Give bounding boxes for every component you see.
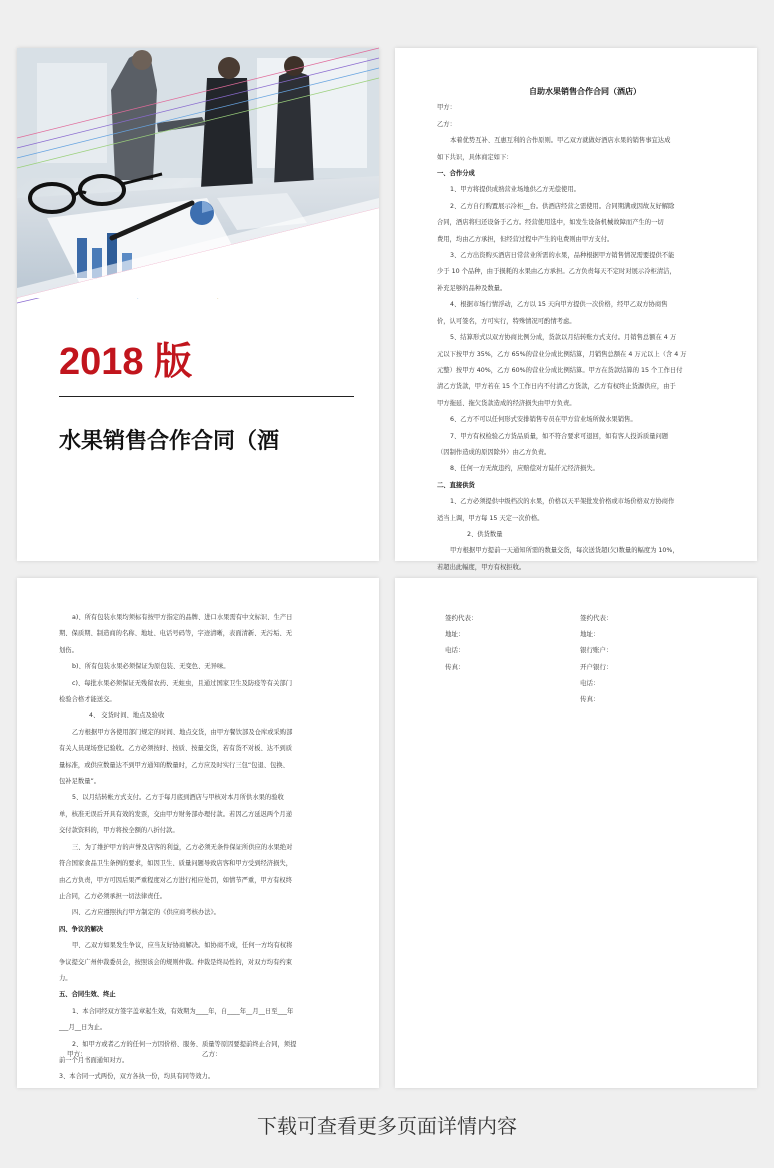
clause-line: 三、为了维护甲方的声誉及店客的利益，乙方必须无条件保证所供应的水果绝对 xyxy=(72,843,293,851)
clause-line: 1、甲方将提供成熟营业场地供乙方无偿使用。 xyxy=(450,186,580,194)
clause-line: 力。 xyxy=(59,974,72,982)
clause-line: 补充足够的品种及数量。 xyxy=(437,284,507,292)
clause-line: 若超出此幅度，甲方有权拒收。 xyxy=(437,563,526,571)
clause-line: 合同，酒店将归还设备于乙方。经营使用选中，如发生设备机械故障而产生的一切 xyxy=(437,219,664,227)
clause-line: 2、如甲方或者乙方的任何一方因价格、服务、质量等原因要提前终止合同，须提 xyxy=(72,1040,297,1048)
party-b-fax: 传真： xyxy=(580,695,600,704)
clause-line: 清乙方货款，甲方若在 15 个工作日内不付清乙方货款，乙方有权终止货源供应，由于 xyxy=(437,383,676,391)
cover-divider xyxy=(59,396,354,397)
contract-page-2 xyxy=(17,578,379,1088)
clause-line: 5、结算形式以双方协商比例分成，货款以月结转账方式支付。月销售总额在 4 万 xyxy=(450,334,677,342)
party-b-bank: 开户银行： xyxy=(580,662,613,671)
clause-line: 乙方根据甲方各使用部门规定的时间、地点交货，由甲方餐饮部及仓库或采购部 xyxy=(72,728,293,736)
clause-line: 期、保质期、制造商的名称、地址、电话号码等，字迹清晰，表面清新、无污垢、无 xyxy=(59,630,292,638)
party-a-rep: 签约代表： xyxy=(445,614,478,622)
party-a-address: 地址： xyxy=(445,630,465,639)
download-more-prompt[interactable]: 下载可查看更多页面详情内容 xyxy=(257,1114,517,1138)
clause-line: 由乙方负责，甲方可因后果严重程度对乙方进行相应处罚，如情节严重，甲方有权终 xyxy=(59,876,292,884)
clause-line: 单，核准无误后开具有效的发票，交由甲方财务部办理付款。若因乙方延迟两个月递 xyxy=(59,810,292,818)
clause-line: 甲方拖延、拖欠货款造成的经济损失由甲方负责。 xyxy=(437,399,576,407)
party-b-details xyxy=(580,610,613,707)
sign-party-a: 甲方： xyxy=(67,1050,87,1058)
clause-line: 检验合格才能送交。 xyxy=(59,696,116,704)
contract-body xyxy=(437,84,733,593)
clause-line: 3、乙方出资购买酒店日常营业所需的水果，品种根据甲方销售情况需要提供不能 xyxy=(450,252,675,260)
party-b-rep: 签约代表： xyxy=(580,614,613,622)
clause-line: （因制作造成的原因除外）由乙方负责。 xyxy=(437,448,551,456)
clause-line: 7、甲方有权检验乙方货品质量，如不符合要求可退回，如有客人投诉质量问题 xyxy=(450,432,669,440)
cover-business-photo xyxy=(17,48,379,298)
party-a-phone: 电话： xyxy=(445,646,465,655)
party-a-details xyxy=(445,610,478,675)
clause-line: ___月__日为止。 xyxy=(59,1024,107,1032)
contract-page-1 xyxy=(395,48,757,571)
clause-line: 符合国家食品卫生条例的要求，如因卫生、质量问题导致店客和甲方受到经济损失， xyxy=(59,860,292,868)
party-b-address: 地址： xyxy=(580,630,600,639)
clause-line: b)、所有包装水果必须保证为原包装、无变色、无异味。 xyxy=(72,663,230,671)
section-heading: 二、直接供货 xyxy=(437,481,475,489)
clause-line: 元整）按甲方 40%，乙方 60%的营业分成比例结算。甲方在货款结算的 15 个工作日付 xyxy=(437,366,683,374)
clause-line: 争议提交广州仲裁委员会，按照该会的规则仲裁。仲裁是终局性的，对双方均有约束 xyxy=(59,958,292,966)
clause-line: 价，认可签名，方可实行，特殊情况可酌情考虑。 xyxy=(437,317,576,325)
clause-line: 1、本合同经双方签字盖章起生效，有效期为____年，自____年__月__日至___年 xyxy=(72,1007,294,1015)
clause-line: 1、乙方必须提供中级档次的水果，价格以天平架批发价格或市场价格双方协商作 xyxy=(450,498,675,506)
intro-line: 如下共识，具体商定如下： xyxy=(437,153,513,161)
clause-line: 6、乙方不可以任何形式安排销售专员在甲方营业场所做水果销售。 xyxy=(450,416,637,424)
clause-line: 8、任何一方无故违约，应赔偿对方陆仟元经济损失。 xyxy=(450,465,599,473)
clause-line: 2、乙方自行购置展示冷柜__台。供酒店经营之需使用。合同期满或因故友好解除 xyxy=(450,202,675,210)
clause-line: 甲方根据甲方提前一天通知所需的数量交货，每次送货超(欠)数量的幅度为 10%， xyxy=(450,547,679,555)
clause-line: 5、以月结转帐方式支付。乙方于每月底到酒店与甲核对本月所供水果的验收 xyxy=(72,794,284,802)
section-heading: 一、合作分成 xyxy=(437,170,475,178)
contract-body-continued xyxy=(59,610,355,1086)
clause-line: 费用，均由乙方承担，但经营过程中产生的电费则由甲方支付。 xyxy=(437,235,614,243)
party-b-phone: 电话： xyxy=(580,678,600,687)
clause-line: 五、合同生效、终止 xyxy=(59,991,116,999)
clause-line: 止合同，乙方必须承担一切法律责任。 xyxy=(59,892,167,900)
party-a-label: 甲方： xyxy=(437,104,456,112)
clause-line: 元以下按甲方 35%，乙方 65%的营业分成比例结算，月销售总额在 4 万元以上（含 4 万 xyxy=(437,350,687,358)
clause-line: 划伤。 xyxy=(59,646,78,654)
clause-line: 适当上调，甲方每 15 天定一次价格。 xyxy=(437,514,544,522)
clause-line: 交付款资料的，甲方将按全额的八折付款。 xyxy=(59,827,179,835)
party-b-bank-account: 银行账户： xyxy=(580,646,613,655)
party-a-fax: 传真： xyxy=(445,662,465,671)
clause-line: 四、争议的解决 xyxy=(59,925,104,933)
clause-line: 甲、乙双方如果发生争议，应当友好协商解决。如协商不成，任何一方均有权将 xyxy=(72,942,293,950)
clause-line: 包补足数量”。 xyxy=(59,778,101,786)
cover-title: 水果销售合作合同（酒 xyxy=(59,429,280,454)
contract-title: 自助水果销售合作合同（酒店） xyxy=(529,87,641,96)
party-b-label: 乙方： xyxy=(437,120,456,128)
clause-line: 4、根据市场行情浮动，乙方以 15 天向甲方提供一次价格，经甲乙双方协商售 xyxy=(450,301,668,309)
cover-page xyxy=(17,48,379,561)
clause-line: a)、所有包装水果均须标有按甲方指定的品牌、进口水果需有中文标识、生产日 xyxy=(72,614,293,621)
clause-line: c)、每批水果必须保证无残留农药、无蛀虫，且通过国家卫生及防疫等有关部门 xyxy=(72,679,293,687)
cover-version: 2018 版 xyxy=(59,341,193,383)
intro-line: 本着优势互补、互惠互利的合作原则。甲乙双方就做好酒店水果的销售事宜达成 xyxy=(450,137,671,145)
clause-line: 少于 10 个品种，由于损耗的水果由乙方承担。乙方负责每天不定时对展示冷柜清洁， xyxy=(437,268,676,276)
clause-line: 有关人员现场登记验收。乙方必须按时、按质、按量交货，若有货不对板、达不到质 xyxy=(59,745,292,753)
clause-line: 4、 交货时间、地点及验收 xyxy=(89,712,165,720)
clause-line: 量标准，或供应数量达不到甲方通知的数量时，乙方应及时实行三包“包退、包换、 xyxy=(59,761,289,769)
clause-line: 四、乙方应遵照执行甲方制定的《供应商考核办法》。 xyxy=(72,909,220,917)
sign-party-b: 乙方： xyxy=(202,1050,222,1058)
clause-line: 前一个月书面通知对方。 xyxy=(59,1056,129,1064)
clause-line: 2、供货数量 xyxy=(467,530,503,538)
signature-page xyxy=(395,578,757,1088)
clause-line: 3、本合同一式两份，双方各执一份，均具有同等效力。 xyxy=(59,1073,215,1081)
